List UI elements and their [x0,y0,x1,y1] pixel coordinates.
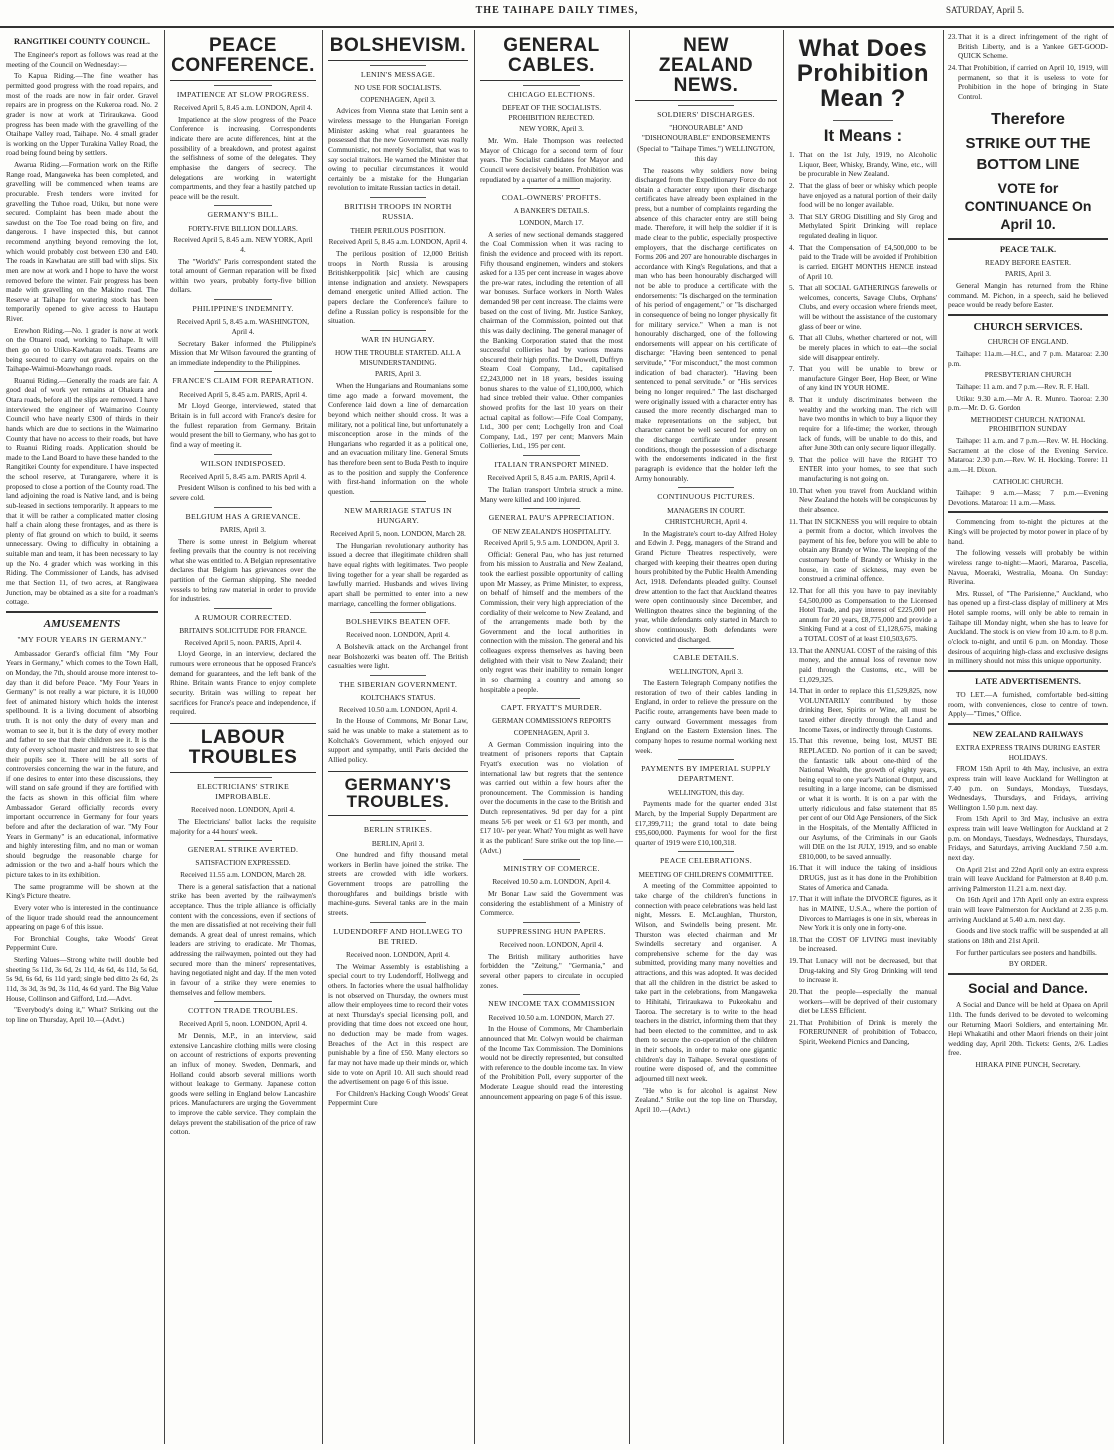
article-text: The Eastern Telegraph Company notifies the restoration of two of their cables landing in England, in order to relieve the pressure on the Pacific route, arrangements have been made to carry outward Government messages from England on the Eastern Extension lines. The company hopes to resume normal working next week. [635,678,777,755]
dateline: Received April 5, 8.45 a.m. LONDON, April 4. [173,103,313,113]
item-text: That all SOCIAL GATHERINGS farewells or welcomes, concerts, Savage Clubs, Orphans' Clubs, and every occasion where friends meet, will be without the assistance of the customary glass of beer or wine. [799,283,937,331]
article-heading: WILSON INDISPOSED. [200,458,286,468]
paragraph: Commencing from to-night the pictures at the King's will be projected by motor power in place of by hand. [948,517,1108,546]
column-rule [783,30,784,1444]
masthead-title: THE TAIHAPE DAILY TIMES, [475,5,639,16]
article-heading: CAPT. FRYATT'S MURDER. [500,703,602,713]
article-text: A German Commission inquiring into the treatment of prisoners reports that Captain Fryatt's execution was no violation of international law but regrets that the sentence was carried out within a few hours after the pronouncement. The Commission is handing over the documents in the case to the British and Dutch representatives. 9d per day for a pint means 5/6 per week or £1 6/3 per month, and £17 10/- per year. What? You might as well have it as the publican! Sure strike out the top line.—(Advt.) [480,739,623,855]
article-text: The "World's" Paris correspondent stated the total amount of German reparation will be fixed within two years, probably forty-five billion dollars. [170,256,316,295]
article-text: The Weimar Assembly is establishing a special court to try Ludendorff, Hollwegg and others. In factories where the usual halfholiday is not observed on Thursday, the owners must allow their employees time to record their votes at next Thursday's special licensing poll, and providing that time does not exceed one hour, no deduction may be made from wages. Breaches of the Act in this respect are punishable by a fine of £50. Many electors so far may not have made up their minds or, which side to vote on April 10. All such should read the advertisement on page 6 of this issue. [328,961,468,1087]
item-number: 24. [948,62,958,72]
article-heading: ITALIAN TRANSPORT MINED. [494,460,609,470]
paragraph: For further particulars see posters and handbills. [956,947,1097,957]
vote-heading: VOTE for CONTINUANCE On April 10. [964,179,1092,233]
item-text: That SLY GROG Distilling and Sly Grog and Methylated Spirit Drinking will replace regulated dealing in liquor. [799,211,937,240]
paragraph: Awarua Riding.—Formation work on the Rifle Range road, Mangaweka has been completed, and gravelling will be commenced when teams are procurable. Fresh tenders were invited for gravelling the Tuhoe road, Utiku, but none were secured. Complaint has been made about the sawdust on the Toe Toe road being on fire, and dangerous. I have inspected this, but cannot recommend anything beyond removing the lot, which would probably cost between £30 and £40. The roads in Kawhatau are still bad with slips. Six men are now at work and I hope to have the worst removed before the winter. Fair progress has been made with gravelling on the Makino road. The Reserve at Taihape for watering stock has been temporarily opened to give access to Hautapu River. [6,160,158,324]
article-text: There is some unrest in Belgium whereat feeling prevails that the country is not receiving what she was entitled to. A Belgian representative declares that Belgium has grievances over the partition of the German shipping. She needed vessels to bring raw material in order to provide for industries. [170,536,316,604]
divider [370,612,426,613]
item-number: 9. [789,454,795,464]
late-ads-heading: LATE ADVERTISEMENTS. [975,675,1081,686]
paragraph: On April 21st and 22nd April only an extra express train will leave Auckland for Palmerston at 8.40 p.m. arriving Palmerston 11.21 a.m. next day. [948,864,1108,893]
item-text: That the ANNUAL COST of the raising of this money, and the annual loss of revenue now paid through the Customs, etc., will be £1,029,325. [799,645,937,684]
article-heading: BRITISH TROOPS IN NORTH RUSSIA. [344,202,452,222]
article-heading: WAR IN HUNGARY. [361,334,435,344]
item-text: That the Compensation of £4,500,000 to be paid to the Trade will be avoided if Prohibition is carried. EIGHT MONTHS HENCE instead of April 10. [799,242,937,281]
section-heading: PEACE CONFERENCE. [170,36,316,81]
item-text: That the COST OF LIVING must inevitably be increased. [799,934,937,954]
item-number: 13. [789,645,799,655]
section-heading: GENERAL CABLES. [480,36,623,81]
paragraph: To Kapua Riding.—The fine weather has permitted good progress with the road repairs, and most of the roads are now in fair order. Gravel repairs are in progress on the Kukeroa road. No. 2 grader is now at work at Tiriraukawa. Good progress has been made with the gravelling of the Otaihape Valley road, Taihape. No. 4 small grader is working on the Upper Turakina Valley Road, the road being found being by settlers. [6,71,158,158]
item-text: That in order to replace this £1,529,825, now VOLUNTARILY contributed by those drinking Beer, Spirits or Wine, all must be taxed either directly through the Land and Income Taxes, or indirectly through Customs. [799,686,937,734]
article-text: General Mangin has returned from the Rhine command. M. Pichon, in a speech, said he believed peace would be ready before Easter. [948,281,1108,310]
column-4 [480,32,623,1442]
item-number: 16. [789,863,799,873]
item-text: That the glass of beer or whisky which people have enjoyed as a natural portion of their daily food will be no longer available. [799,180,937,210]
column-5 [635,32,777,1442]
divider [523,508,580,509]
article-text: Official: General Pau, who has just returned from his mission to Australia and New Zealand, took the earliest possible opportunity of calling upon Mr Massey, as Prime Minister, to express, on behalf of himself and the members of the Commission, their very high appreciation of the cordiality of their welcome to New Zealand, and of the arrangements made both by the Government and the local authorities in connection with the mission. The general and his colleagues express themselves as having been delighted with their visit to New Zealand; their only regret was their inability to remain longer in so charming a country and among so hospitable a people. [480,549,623,694]
item-text: That when you travel from Auckland within New Zealand the hotels will be conspicuous by their absence. [799,485,937,514]
church-name: CATHOLIC CHURCH. [992,476,1064,486]
article-subheading: FORTY-FIVE BILLION DOLLARS. [188,223,298,233]
article-subheading: SATISFACTION EXPRESSED. [195,858,291,868]
column-6 [789,32,937,1442]
item-number: 19. [789,956,799,965]
column-1 [6,32,158,1442]
divider [370,501,426,502]
item-text: That the police will have the RIGHT TO ENTER into your homes, to see that such manufacturing is not going on. [799,454,937,483]
item-number: 12. [789,585,799,595]
article-text: A Bolshevik attack on the Archangel front near Bolshozerki was beaten off. The British casualties were light. [328,642,468,671]
article-subheading: MEETING OF CHILDREN'S COMMITTEE. [638,869,774,879]
section-heading: NEW ZEALAND NEWS. [635,36,777,101]
divider [214,608,272,609]
divider [214,299,272,300]
paragraph: Erewhon Riding.—No. 1 grader is now at work on the Otuarei road, working to Taihape. It will then go on to Utiku-Kawhatau roads. Teams are being secured to carry out gravel repairs on the Taihape-Waimui-Moawhango roads. [6,325,158,374]
dateline: COPENHAGEN, April 3. [360,94,436,104]
divider [370,922,426,923]
article-heading: PEACE CELEBRATIONS. [660,856,752,866]
item-text: That Lunacy will not be decreased, but that Drug-taking and Sly Grog Drinking will tend to increase it. [799,956,937,985]
item-number: 3. [789,211,795,221]
dateline: WELLINGTON, April 3. [668,666,744,676]
article-heading: FRANCE'S CLAIM FOR REPARATION. [172,376,314,386]
dateline: (Special to "Taihape Times.") WELLINGTON, this day [637,144,775,163]
paragraph: The same programme will be shown at the King's Picture theatre. [6,881,158,901]
article-heading: LENIN'S MESSAGE. [360,69,436,79]
paragraph: Every voter who is interested in the continuance of the liquor trade should read the announcement appearing on page 6 of this issue. [6,902,158,932]
divider [214,454,272,455]
article-subheading: NO USE FOR SOCIALISTS. [354,83,442,93]
dateline: Received April 5, 9.5 a.m. LONDON, April 3. [483,538,620,548]
article-heading: MINISTRY OF COMERCE. [503,864,600,874]
dateline: PARIS, April 3. [1005,269,1051,279]
item-text: That it unduly discriminates between the wealthy and the working man. The rich will have two months in which to buy a liquor they require for a life-time; the worker, through lack of funds, will be unable to do this, and after June 30th can only secure liquor illegally. [799,395,937,453]
church-name: CHURCH OF ENGLAND. [987,337,1069,347]
masthead-date: SATURDAY, April 5. [945,5,1024,15]
item-number: 2. [789,180,795,190]
dateline: CHRISTCHURCH, April 4. [664,517,748,527]
paragraph: "Everybody's doing it," What? Striking out the top line on Thursday, April 10.—(Advt.) [6,1005,158,1024]
list-item [789,455,937,484]
article-text: Advices from Vienna state that Lenin sent a wireless message to the Hungarian Foreign Minister asking what real guarantees he possessed that the new Government was really Communistic, not merely Socialist, that was to say social traitors. He warned the Minister that owing to peculiar circumstances it would certainly be a mistake for the Hungarian revolution to imitate Russian tactics in detail. [328,106,468,193]
paragraph: Goods and live stock traffic will be suspended at all stations on 18th and 21st April. [948,926,1108,945]
dateline: Received April 5, 8.45 a.m. PARIS April 4. [179,471,307,481]
divider [370,197,426,198]
column-2 [170,32,316,1442]
column-rule [164,30,165,1444]
article-text: There is a general satisfaction that a national strike has been averted by the railwaymen's acceptance. Thus the triple alliance is officially content with the concessions, even if sections of the men are dissatisfied at not receiving their full demands. A great deal of unrest remains, which leaders are striving to eradicate. Mr Thomas, addressing the railwaymen, pointed out they had secured more than the miners' representatives, having negotiated night and day. If the men voted in favour of a strike they were enemies to themselves and fellow members. [170,881,316,997]
article-subheading: DEFEAT OF THE SOCIALISTS. PROHIBITION REJECTED. [501,103,602,122]
article-text: The Italian transport Umbria struck a mine. Many were killed and 100 injured. [480,484,623,504]
dateline: Received April 5, noon. LONDON, March 28. [330,529,466,539]
article-subheading: GERMAN COMMISSION'S REPORTS [492,716,611,726]
divider [370,330,426,331]
list-item [789,243,937,282]
by-order: BY ORDER. [1008,959,1048,969]
divider [370,820,426,821]
divider [523,922,580,923]
article-heading: BOLSHEVIKS BEATEN OFF. [345,617,451,627]
article-heading: COTTON TRADE TROUBLES. [188,1006,298,1016]
item-number: 4. [789,242,795,252]
list-item [789,646,937,685]
divider [523,455,580,456]
article-text: Secretary Baker informed the Philippine's Mission that Mr Wilson favoured the granting of an immediate independity to the Philippines. [170,338,316,367]
item-text: That on the 1st July, 1919, no Alcoholic Liquor, Beer, Whisky, Brandy, Wine, etc., will be procurable in New Zealand. [799,150,937,179]
article-heading: LUDENDORFF AND HOLLWEG TO BE TRIED. [333,926,463,946]
list-item [789,736,937,861]
item-number: 18. [789,934,799,944]
article-text: A Social and Dance will be held at Opaea on April 11th. The funds derived to be devoted to welcoming our Returning Maori Soldiers, and entertaining Mr. Hepi Whakatihi and other Maori friends on their joint wedding day, April 20th. Tickets: Gents, 2/6. Ladies free. [948,1000,1108,1058]
article-text: The reasons why soldiers now being discharged from the Expeditionary Force do not obtain a character entry upon their discharge certificates have already been explained in the press, but a number of complaints regarding the absence of this character entry are still being made. Therefore, it will help the soldier if it is made clear to the public, especially prospective employers, that the discharge certificates on Forms 206 and 207 are honourable discharges in accordance with King's Regulations, and that a man who has been honourably discharged will not be able to produce a certificate with the endorsements: "Is discharged on the termination of his period of engagement," or "Is discharged in consequence of being no longer physically fit for military service." When a man is not honourably discharged, one of the following endorsements will appear on his certificate of discharge: "Having been sentenced to penal servitude," "For misconduct," the most common indication of bad character). "Having been sentenced to penal servitude." or "His services being no longer required." The last discharged were originally issued with a character entry has caused the more recently discharged man to make representations on the subject, but character cannot be well secured for entry on the discharge certificate under present conditions, though the possession of a discharge with the endorsements indicated in the first paragraph is evidence that the holder left the Army honourably. [635,165,777,483]
article-heading: PAYMENTS BY IMPERIAL SUPPLY DEPARTMENT. [641,764,771,784]
item-number: 10. [789,485,799,495]
column-rule [629,30,630,1444]
dateline: Received April 5, 8.45 a.m. LONDON, April 4. [328,237,468,247]
divider [370,675,426,676]
dateline: Received April 5, noon. LONDON, April 4. [178,1019,308,1029]
article-text: Mr. Wm. Hale Thompson was reelected Mayor of Chicago for a second term of four years. The Socialist candidates for Mayor and Council were decisively beaten. Prohibition was repudiated by a quarter of a million majority. [480,136,623,184]
list-item [789,395,937,453]
dateline: Received noon. LONDON, April 4. [499,940,604,950]
item-text: That all Clubs, whether chartered or not, will be merely places in which to eat—the social side will disappear entirely. [799,333,937,362]
article-heading: ELECTRICIANS' STRIKE IMPROBABLE. [196,781,290,801]
divider [523,188,580,189]
article-subheading: HOW THE TROUBLE STARTED. ALL A MISUNDERSTANDING. [335,348,461,367]
dateline: Received noon. LONDON, April 4. [346,630,450,640]
article-text: TO LET.—A furnished, comfortable bed-sitting room, with conveniences, close to centre of town. Apply—"Times," Office. [948,690,1108,719]
dateline: LONDON, March 17. [519,218,584,228]
list-item [789,1018,937,1047]
article-text: Mr Bonar Law said the Government was considering the establishment of a Ministry of Commerce. [480,889,623,918]
article-heading: NEW INCOME TAX COMMISSION [488,999,615,1009]
article-subheading: THEIR PERILOUS POSITION. [350,225,446,235]
dateline: Received noon. LONDON, April 4. [346,950,450,960]
divider [523,698,580,699]
article-text: A series of new sectional demands staggered the Coal Commission when it was racing to finish the evidence and proceed with its report. Fifty thousand enginemen, winders and stokers asked for a 135 per cent increase in wages above the pre-war rates, including the retention of all war bonuses. Surface workers in North Wales demanded 98 per cent increase. The claims were based on the cost of living. Mr. Justice Sankey, chairman of the Commission, pointed out that this was daily declining. The general manager of the Banking Corporation stated that the most successful collieries had by various means obscured their high profits. The Dowell, Duffryn Steam Coal Company, Ltd., capitalised £2,243,000 net in 18 years, besides issuing bonus shares to the value of £1,100,000, which had since trebled their value. Other companies showed profits for the last 10 years on their actual capital as follow:—Fife Coal Company, Ltd., 300 per cent; Lochgelly Iron and Coal Company, Ltd., 197 per cent; Manvers Main Collieries, Ltd., 195 per cent. [480,229,623,451]
article-heading: GERMANY'S BILL. [207,210,279,220]
list-item [948,32,1108,61]
article-subheading: "HONOURABLE" AND "DISHONOURABLE" ENDORSEMENTS [641,123,771,142]
article-text: Payments made for the quarter ended 31st March, by the Imperial Supply Department are £17,399,711; the grand total to date being £95,600,000. Payments for wool for the first quarter of 1919 were £10,100,318. [635,799,777,847]
railways-subheading: EXTRA EXPRESS TRAINS DURING EASTER HOLIDAYS. [955,743,1101,762]
paragraph: On 16th April and 17th April only an extra express train will leave Palmerston for Auckland at 2.35 p.m. arriving Auckland at 5.40 a.m. next day. [948,895,1108,924]
list-item [789,894,937,933]
article-heading: RANGITIKEI COUNTY COUNCIL. [14,36,150,46]
divider [523,85,580,86]
therefore-heading: Therefore [991,111,1065,129]
railways-heading: NEW ZEALAND RAILWAYS [972,728,1084,739]
article-heading: GENERAL STRIKE AVERTED. [187,845,299,855]
divider [678,759,735,760]
article-text: In the House of Commons, Mr Bonar Law, said he was unable to make a statement as to Koltchak's Government, which enjoyed our support and sympathy, until Paris decided the Allied policy. [328,716,468,764]
article-heading: SOLDIERS' DISCHARGES. [657,109,755,119]
article-heading: THE SIBERIAN GOVERNMENT. [338,679,458,689]
article-text: In the Magistrate's court to-day Alfred Holey and Edwin J. Pegg, managers of the Strand and Grand Picture Theatres respectively, were charged with keeping their theatres open during hours prohibited by the Public Health Amending Act, 1918. Defendants pleaded guilty. Counsel drew attention to the fact that Auckland theatres were open continuously since December, and Wellington theatres since the beginning of the year, while defendants only started in March to show continuously. Both defendants were convicted and discharged. [635,528,777,644]
divider [370,65,426,66]
article-subheading: A BANKER'S DETAILS. [513,206,590,216]
article-text: The perilous position of 12,000 British troops in North Russia is arousing Britishkerppolitik [sic] which are causing intense indignation and anxiety. Newspapers demand energetic united Allied action. The papers declare the Conference's failure to define a Russian policy is responsible for the situation. [328,248,468,326]
article-heading: GENERAL PAU'S APPRECIATION. [488,513,615,523]
article-heading: SUPPRESSING HUN PAPERS. [497,926,606,936]
column-3 [328,32,468,1442]
list-item [789,283,937,331]
divider [523,859,580,860]
article-text: Mr Lloyd George, interviewed, stated that Britain is in full accord with France's desire for the fullest reparation from Germany. Britain would present the bill to Germany, who has got to find a way of meeting it. [170,401,316,449]
list-item [789,364,937,393]
item-number: 1. [789,150,795,159]
divider [678,851,735,852]
list-item [789,333,937,362]
dateline: Received 10.50 a.m. LONDON, April 4. [338,704,458,714]
dateline: NEW YORK, April 3. [519,124,584,134]
dateline: Received 11.55 a.m. LONDON, March 28. [180,870,306,880]
section-heading: LABOUR TROUBLES [170,723,316,773]
divider [214,371,272,372]
divider [678,105,735,106]
dateline: Received 10.50 a.m. LONDON, March 27. [488,1012,615,1022]
dateline: BERLIN, April 3. [371,838,425,848]
item-number: 5. [789,283,795,293]
divider [678,487,735,488]
divider [678,648,735,649]
church-heading: CHURCH SERVICES. [973,320,1083,333]
it-means-heading: It Means : [823,125,903,145]
item-text: That Prohibition, if carried on April 10, 1919, will permanent, so that it is useless to vote for Prohibition in the hope of bringing in State Control. [958,62,1108,101]
article-text: President Wilson is confined to his bed with a severe cold. [170,483,316,503]
column-rule [943,30,944,1444]
article-heading: CABLE DETAILS. [673,653,739,663]
strike-heading: STRIKE OUT THE BOTTOM LINE [965,135,1091,173]
amusements-subheading: "MY FOUR YEARS IN GERMANY." [17,635,147,645]
item-number: 11. [789,516,798,526]
church-times: Taihape: 11a.m.—H.C., and 7 p.m. Mataroa: 2.30 p.m. [948,349,1108,368]
paragraph: Mrs. Russel, of "The Parisienne," Auckland, who has opened up a first-class display of millinery at Mrs Hotel sample rooms, will only be able to remain in Taihape till Monday night, when she has to leave for Auckland. The stock is on view from 10 a.m. to 8 p.m. o'clock to-night, and until 6 p.m. on Monday. Those desirous of acquiring high-class and exclusive designs in millinery should not miss this unique opportunity. [948,588,1108,666]
article-heading: COAL-OWNERS' PROFITS. [501,193,602,203]
article-text: The Hungarian revolutionary authority has issued a decree that illegitimate children shall have equal rights with legitimates. Two people living together for a year shall be regarded as lawfully married. Husbands and wives living apart shall be permitted to enter into a new marriage, cancelling the former obligations. [328,540,468,608]
list-item [789,586,937,644]
dateline: Received 10.50 a.m. LONDON, April 4. [492,877,611,887]
dateline: PARIS, April 3. [220,524,266,534]
item-text: That it will inflate the DIVORCE figures, as it has in MAINE, U.S.A., where the portion of Divorces to Marriages is one in six, whereas in New York it is only one in forty-one. [799,894,937,933]
divider [214,507,272,508]
paragraph: From 15th April to 3rd May, inclusive an extra express train will leave Wellington for Auckland at 2 p.m. on Mondays, Tuesdays, Wednesdays, Thursdays, Fridays, and Saturdays, arriving Auckland 7.50 a.m. next day. [948,814,1108,862]
list-item [789,987,937,1016]
article-text: Lloyd George, in an interview, declared the rumours were erroneous that he opposed France's demand for guarantees, and the left bank of the Rhine. Britain wants France to enjoy complete security. Britain was willing to repeat her sacrifices for France's peace and independence, if required. [170,649,316,717]
item-number: 21. [789,1017,799,1027]
dateline: Received April 5, 8.45 a.m. NEW YORK, April 4. [173,235,313,254]
dateline: Received April 5, 8.45 a.m. PARIS, April 4. [487,473,616,483]
item-text: That IN SICKNESS you will require to obtain a permit from a doctor, which involves the payment of his fee, before you will be able to obtain any Brandy or Wine. The keeping of the customary bottle of Brandy or Whisky in the house, in case of sickness, may even be construed a criminal offence. [799,516,937,584]
article-heading: A RUMOUR CORRECTED. [194,612,292,622]
list-item [789,935,937,954]
dateline: Received April 5, noon. PARIS, April 4. [184,637,302,647]
dateline: COPENHAGEN, April 3. [513,728,590,738]
list-item [948,63,1108,102]
article-heading: IMPATIENCE AT SLOW PROGRESS. [176,89,310,99]
list-item [789,863,937,892]
dateline: Received noon. LONDON, April 4. [191,805,295,815]
dateline: WELLINGTON, this day. [668,787,744,797]
article-heading: CONTINUOUS PICTURES. [657,492,755,502]
article-text: Mr Dennis, M.P., in an interview, said extensive Lancashire clothing mills were closing on account of restrictions of exports preventing an influx of money. Sweden, Denmark, and Holland could absorb several millions worth without leakage to Germany. Japanese cotton goods were selling in England below Lancashire prices. Manufacturers are urging the Government to improve the cable service. They complain the delays prevent the stabilisation of the price of raw cotton. [170,1031,316,1137]
church-times: Taihape: 11 a.m. and 7 p.m.—Rev. W. H. Hocking. Sacrament at the close of the Evening Service. Mataroa: 2.30 p.m.—Rev. W. H. Hocking. Torere: 11 a.m.—H. Dixon. [948,436,1108,474]
item-number: 15. [789,736,799,746]
article-text: Impatience at the slow progress of the Peace Conference is increasing. Correspondents indicate there are acute differences, hint at the possibility of a breakdown, and protest against the selfishness of some of the delegates. They emphasise the dangers of secrecy. The delegations are working in watertight compartments, and they fear a hastily patched up peace will be the result. [170,114,316,201]
paragraph: Ambassador Gerard's official film "My Four Years in Germany," which comes to the Town Hall, on Monday, the 7th, should arouse more interest to-day than it did before Peace. "My Four Years in Germany" is not really a war picture, it is 10,000 feet of animated history which holds the interest spellbound. It is a living document of absorbing truth. It is not only the duty of every man and woman to see it, but it is the duty of every mother and father to see that their children see it. It is the duty of every school master and mistress to see that their pupils see it. There will be all sorts of controversies concerning the war in the future, and if one desires to enter into these discussions, they will stand on safe ground if they are fortified with the facts as shown in this official film where Ambassador Gerard officially records every important occurrence in Germany for four years before and after the declaration of war. "My Four Years in Germany" is an educational, informative and highly interesting film, and no man or woman should begrudge the reasonable charge for admission or the two and a-half hours which the picture takes to in its exhibition. [6,648,158,880]
article-text: The Electricians' ballot lacks the requisite majority for a 44 hours' week. [170,816,316,836]
church-times: Utiku: 9.30 a.m.—Mr A. R. Munro. Taoroa: 2.30 p.m.—Mr. D. G. Gordon [948,393,1108,413]
article-subheading: OF NEW ZEALAND'S HOSPITALITY. [492,526,611,536]
article-text: One hundred and fifty thousand metal workers in Berlin have joined the strike. The streets are crowded with idle workers. Government troops are patrolling the thoroughfares and buildings bristle with machine-guns. Several tanks are in the main streets. [328,850,468,917]
item-number: 17. [789,894,799,904]
article-heading: CHICAGO ELECTIONS. [507,89,596,99]
church-times: Taihape: 9 a.m.—Mass; 7 p.m.—Evening Devotions. Mataroa: 11 a.m.—Mass. [948,488,1108,507]
signature: HIRAKA PINE PUNCH, Secretary. [975,1060,1081,1070]
article-heading: BERLIN STRIKES. [363,825,433,835]
social-heading: Social and Dance. [968,979,1088,996]
column-rule [474,30,475,1444]
item-number: 23. [948,32,958,41]
paragraph: For Bronchial Coughs, take Woods' Great Peppermint Cure. [6,933,158,953]
article-subheading: KOLTCHAK'S STATUS. [360,693,436,703]
section-heading: BOLSHEVISM. [328,36,468,61]
church-name: PRESBYTERIAN CHURCH [984,370,1072,380]
list-item [789,956,937,985]
item-number: 14. [789,686,799,696]
divider [214,1001,272,1002]
paragraph: Sterling Values—Strong white twill double bed sheeting 5s 11d, 3s 6d, 2s 11d, 4s 6d, 4s 11d, 5s 6d, 5s 9d, 6s 6d, 6s 11d yard; single bed ditto 2s 6d, 2s 11d, 3s 3d, 3s 9d, 3s 11d, 4s 6d yard. The Big Value House, Collinson and Gifford, Ltd.—Advt. [6,955,158,1003]
list-item [789,517,937,584]
article-heading: BELGIUM HAS A GRIEVANCE. [185,511,301,521]
item-text: That the people—especially the manual workers—will be deprived of their customary diet be LESS Efficient. [799,986,937,1016]
church-name: METHODIST CHURCH. NATIONAL PROHIBITION SUNDAY [970,414,1086,434]
item-text: That it is a direct infringement of the right of British Liberty, and is a Yankee GET-GOOD-QUICK Scheme. [958,32,1108,61]
article-text: A meeting of the Committee appointed to take charge of the children's functions in connection with peace celebrations was held last night, Messrs. E. McLaughlan, Thurston, Wilson, and Swindells being present. Mr. Thurston was elected chairman and Mr Swindells secretary and organiser. A comprehensive scheme for the day was submitted, providing many many novelties and attractions, and this was adopted. It was decided that all the children in the district be asked to take part in the celebrations, from Mangaweka to Hihitahi, Tiriraukawa to Pukeokahu and Taoroa. The secretary is to write to the head teachers in the district, informing them that they had been elected to the committee, and to ask them to secure the co-operation of the children in their schools, in order to make one gigantic children's day in Taihape. Several questions of routine were disposed of, and the committee adjourned till next week. [635,881,777,1083]
item-text: That you will be unable to brew or manufacture Ginger Beer, Hop Beer, or Wine of any kind IN YOUR HOME. [799,364,937,393]
article-heading: PHILIPPINE'S INDEMNITY. [192,304,294,314]
article-text: In the House of Commons, Mr Chamberlain announced that Mr. Colwyn would be chairman of the Income Tax Commission. The Dominions would not be directly represented, but consulted with reference to the double income tax. In view of the Prohibition Poll, every supporter of the Moderate League should read the interesting announcement appearing on page 6 of this issue. [480,1024,623,1101]
item-number: 20. [789,986,799,996]
amusements-heading: AMUSEMENTS [43,617,121,630]
list-item [789,486,937,515]
advert-text: For Children's Hacking Cough Woods' Great Peppermint Cure [328,1088,468,1108]
list-item [789,212,937,241]
item-number: 6. [789,333,795,343]
divider [523,994,580,995]
prohibition-heading: What Does Prohibition Mean ? [796,35,930,113]
list-item [789,150,937,179]
article-subheading: BRITAIN'S SOLICITUDE FOR FRANCE. [179,626,307,636]
article-text: The British military authorities have forbidden the "Zeitung," "Germania," and several other papers to circulate in occupied zones. [480,951,623,990]
list-item [789,181,937,210]
article-subheading: READY BEFORE EASTER. [985,257,1071,267]
divider [214,205,272,206]
divider [214,85,272,86]
divider [214,840,272,841]
article-heading: NEW MARRIAGE STATUS IN HUNGARY. [344,505,452,525]
item-text: That for all this you have to pay inevitably £4,500,000 as Compensation to the Licensed Hotel Trade, and pay interest of £225,000 per annum for 20 years, £8,775,000 and provide a Sinking Fund at a cost of £1,128,675, making a TOTAL COST of at least £10,503,675. [799,585,937,643]
dateline: Received April 5, 8.45 a.m. WASHINGTON, April 4. [176,317,310,336]
column-rule [322,30,323,1444]
item-text: That Prohibition of Drink is merely the FORERUNNER of prohibition of Tobacco, Spirit, Weekend Picnics and Dancing, [799,1017,937,1046]
column-7 [948,32,1108,1442]
dateline: PARIS, April 3. [375,369,421,379]
item-number: 8. [789,395,795,404]
paragraph: The following vessels will probably be within wireless range to-night:—Maori, Mararoa, Pascelia, Navua, Moeraki, Westralia, Moana. On Sunday: Riverina. [948,548,1108,587]
section-heading: GERMANY'S TROUBLES. [328,771,468,817]
article-heading: PEACE TALK. [999,243,1057,254]
paragraph: The Engineer's report as follows was read at the meeting of the Council on Wednesday:— [6,50,158,69]
article-subheading: MANAGERS IN COURT. [667,505,745,515]
masthead [0,0,1114,28]
advert-text: "He who is for alcohol is against New Zealand." Strike out the top line on Thursday, April 10.—(Advt.) [635,1085,777,1114]
divider [214,777,272,778]
article-text: When the Hungarians and Roumanians some time ago made a forward movement, the Conference laid down a line of demarcation beyond which neither should cross. It was a military, not a political line, but unfortunately a misconception arose in the minds of the Hungarians who regarded it as a political one, and an evacuation military line. General Smuts has therefore been sent to Buda Pesth to inquire as to the position and supply the Conference with first-hand information on the whole question. [328,381,468,496]
dateline: Received April 5, 8.45 a.m. PARIS, April 4. [178,389,308,399]
item-text: That this revenue, being lost, MUST BE REPLACED. No portion of it can be saved; the fantastic talk about one-third of the National Wealth, the growth of eighty years, being equal to one year's National Output, and resulting in a large income, can be dismissed or what it is worth. It is on a par with the utterly ridiculous and false statement that 85 per cent of our Old Age Pensioners, of the Sick in the Hospitals, of the Mentally Afflicted in our Asylums, of the Criminals in our Gaols will DIE on the 1st JULY, 1919, and so enable £810,000, to be saved annually. [799,736,937,861]
paragraph: Ruanui Riding.—Generally the roads are fair. A good deal of work yet remains at Ohakura and Otara roads, before all the slips are removed. I have interviewed the engineer of Waimarino County Council who have nearly £300 of thirds in their hands which are due to sections in the Waimarino County that have no access to their roads, but have to Ruanui Riding roads. Application should be made to the Land Board to have these handed to the Rangitikei County for expenditure. I have inspected the school reserve, at Turangarere, where it is proposed to close a portion of the County road. The land adjoining the road is Native land, and is being sub-leased in sections temporarily. It appears to me that it will be rather a complicated matter closing half a chain along these frontages, and as there is plenty of flat ground on which to build, it seems unnecessary. Owing to difficulty in obtaining a suitable man and team, it has been necessary to lay up the No. 4 grader which was working in this Riding. The Commissioner of Lands, has advised me that Section 11, of two acres, at Rangiwaea Junction, may be obtained as a site for a roadman's cottage. [6,375,158,607]
item-number: 7. [789,364,795,374]
paragraph: FROM 15th April to 4th May, inclusive, an extra express train will leave Auckland for Wellington at 7.40 p.m. on Sundays, Mondays, Tuesdays, Wednesdays, Thursdays, and Fridays, arriving Wellington 1.50 p.m. next day. [948,764,1108,812]
item-text: That it will induce the taking of insidious DRUGS, just as it has done in the Prohibition States of America and Canada. [799,863,937,892]
list-item [789,686,937,734]
church-times: Taihape: 11 a.m. and 7 p.m.—Rev. R. F. Hall. [956,381,1090,391]
